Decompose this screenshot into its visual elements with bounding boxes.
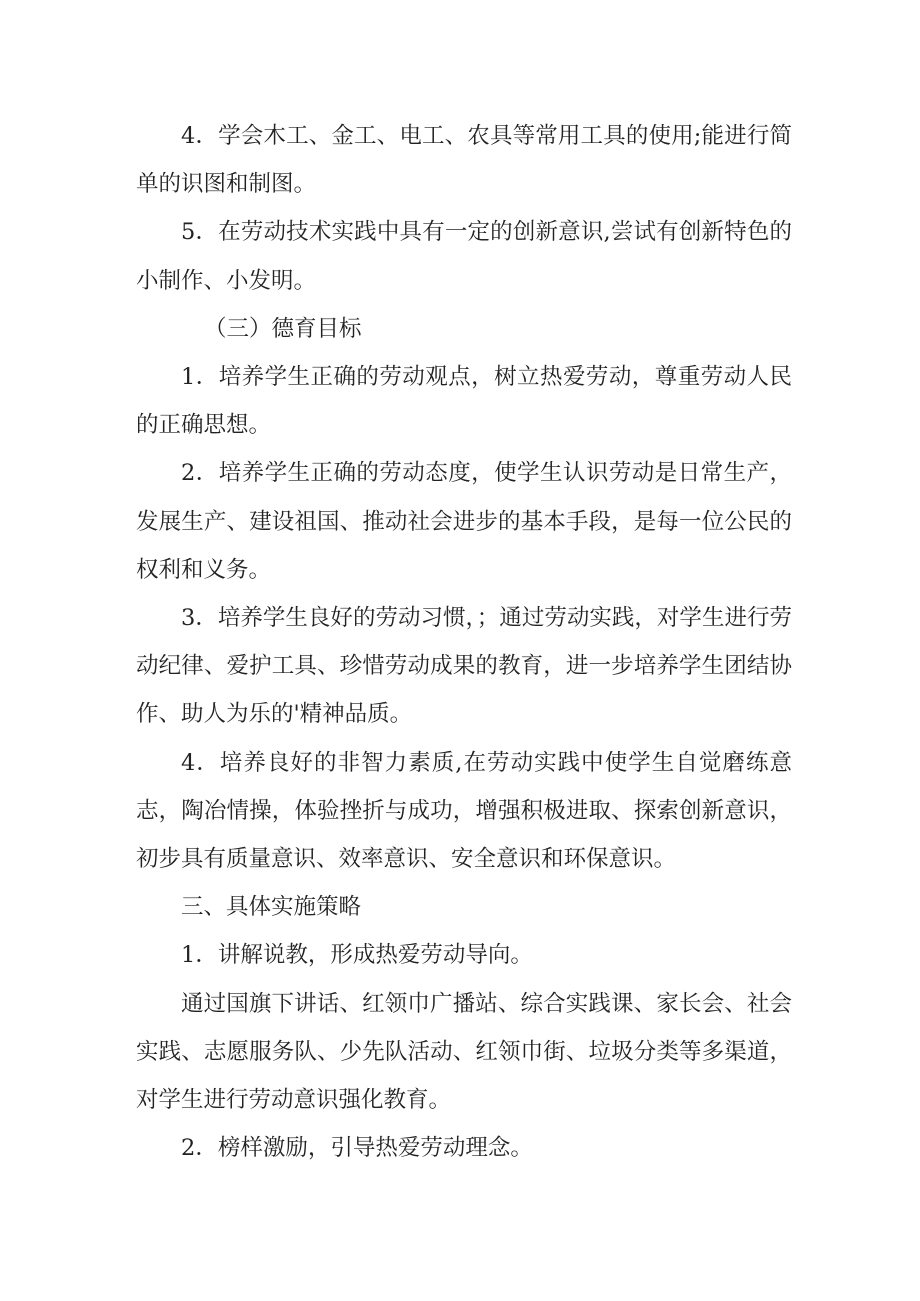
paragraph-moral-3: 3．培养学生良好的劳动习惯，；通过劳动实践，对学生进行劳动纪律、爱护工具、珍惜劳动成果的教育，进一步培养学生团结协作、助人为乐的'精神品质。 [136, 605, 792, 728]
paragraph-skill-5: 5．在劳动技术实践中具有一定的创新意识,尝试有创新特色的小制作、小发明。 [136, 219, 792, 294]
document-body [136, 112, 792, 1172]
section-heading-strategies: 三、具体实施策略 [181, 894, 362, 921]
paragraph-skill-4: 4．学会木工、金工、电工、农具等常用工具的使用;能进行简单的识图和制图。 [136, 123, 792, 198]
section-subheading-moral-goals: （三）德育目标 [204, 315, 362, 342]
paragraph-moral-4: 4．培养良好的非智力素质,在劳动实践中使学生自觉磨练意志，陶冶情操，体验挫折与成功，增强积极进取、探索创新意识，初步具有质量意识、效率意识、安全意识和环保意识。 [136, 749, 792, 873]
paragraph-strategy-2: 2．榜样激励，引导热爱劳动理念。 [181, 1135, 533, 1162]
paragraph-strategy-1: 1．讲解说教，形成热爱劳动导向。 [181, 942, 533, 969]
paragraph-moral-1: 1．培养学生正确的劳动观点，树立热爱劳动，尊重劳动人民的正确思想。 [136, 364, 792, 439]
paragraph-moral-2: 2．培养学生正确的劳动态度，使学生认识劳动是日常生产，发展生产、建设祖国、推动社会进步的基本手段，是每一位公民的权利和义务。 [136, 460, 792, 583]
paragraph-strategy-1-body: 通过国旗下讲话、红领巾广播站、综合实践课、家长会、社会实践、志愿服务队、少先队活动、红领巾街、垃圾分类等多渠道，对学生进行劳动意识强化教育。 [136, 990, 792, 1114]
